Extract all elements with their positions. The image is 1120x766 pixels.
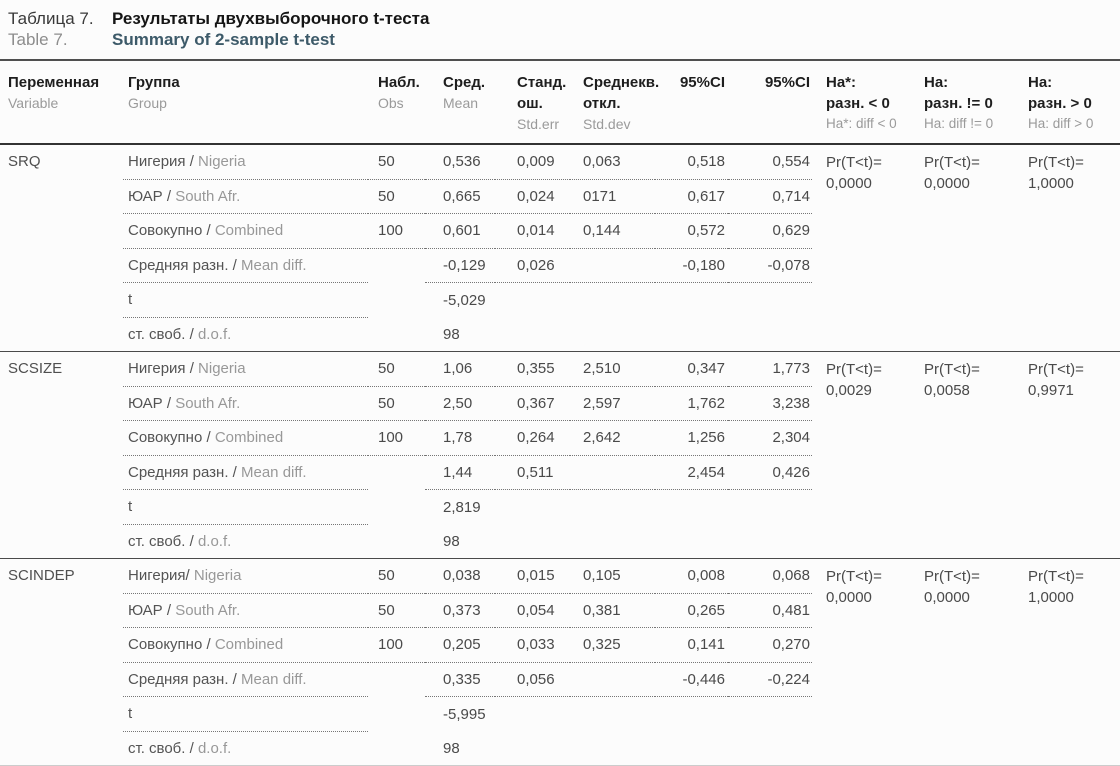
cell-stderr: 0,014 <box>495 214 570 249</box>
cell-ci-lower: 0,617 <box>655 179 728 214</box>
t-test-results-table <box>0 61 1120 766</box>
cell-stddev <box>570 283 655 318</box>
col-header-ci-upper: 95%CI <box>764 74 810 91</box>
cell-stderr: 0,026 <box>495 248 570 283</box>
cell-ci-upper <box>728 317 812 352</box>
table-title-en: Summary of 2-sample t-test <box>112 30 335 49</box>
cell-group: Совокупно / Combined <box>123 214 368 249</box>
cell-mean: -5,995 <box>443 705 486 723</box>
cell-stderr <box>495 697 570 732</box>
cell-ci-upper: 0,270 <box>728 628 812 663</box>
cell-stderr: 0,355 <box>495 352 570 387</box>
cell-ci-lower <box>655 317 728 352</box>
cell-ci-lower: 2,454 <box>655 455 728 490</box>
cell-ci-lower: 0,572 <box>655 214 728 249</box>
cell-stderr: 0,264 <box>495 421 570 456</box>
cell-group: ст. своб. / d.o.f. <box>128 739 232 757</box>
col-header-variable: Переменная Variable <box>8 74 100 111</box>
cell-stddev <box>570 317 655 352</box>
cell-obs: 50 <box>368 179 425 214</box>
cell-ci-upper <box>728 524 812 559</box>
cell-stddev <box>570 455 655 490</box>
cell-mean: 1,78 <box>425 421 495 456</box>
row-nigeria <box>0 559 1120 594</box>
cell-ci-upper: 0,554 <box>728 144 812 179</box>
cell-mean: -5,029 <box>443 291 486 309</box>
cell-stddev: 2,510 <box>570 352 655 387</box>
col-header-ha-diff-ne-0: На: разн. != 0 Ha: diff != 0 <box>924 74 994 131</box>
cell-mean: 0,038 <box>425 559 495 594</box>
cell-group: ст. своб. / d.o.f. <box>128 325 232 343</box>
cell-stderr: 0,511 <box>495 455 570 490</box>
cell-obs: 50 <box>368 144 425 179</box>
cell-group: ЮАР / South Afr. <box>123 593 368 628</box>
cell-stddev <box>570 662 655 697</box>
col-header-stddev: Среднекв. откл. Std.dev <box>583 74 660 132</box>
cell-obs <box>368 524 425 559</box>
cell-stddev: 0,144 <box>570 214 655 249</box>
caption-line-en <box>8 29 1112 50</box>
cell-stderr: 0,033 <box>495 628 570 663</box>
cell-ha-diff-ne-0: Pr(T<t)= 0,0000 <box>924 154 980 192</box>
cell-group: Нигерия / Nigeria <box>123 352 368 387</box>
cell-stderr <box>495 317 570 352</box>
cell-ci-upper: 0,629 <box>728 214 812 249</box>
cell-ci-upper: 3,238 <box>728 386 812 421</box>
cell-ci-lower <box>655 524 728 559</box>
caption-line-ru <box>8 8 1112 29</box>
cell-group: ст. своб. / d.o.f. <box>128 532 232 550</box>
cell-ci-lower: 0,518 <box>655 144 728 179</box>
cell-obs: 50 <box>368 386 425 421</box>
cell-stddev <box>570 697 655 732</box>
cell-mean: 1,06 <box>425 352 495 387</box>
cell-ci-lower <box>655 283 728 318</box>
row-nigeria <box>0 352 1120 387</box>
cell-ci-lower <box>655 697 728 732</box>
cell-obs <box>368 455 425 490</box>
cell-group: Совокупно / Combined <box>123 421 368 456</box>
cell-mean: 0,665 <box>425 179 495 214</box>
cell-variable: SRQ <box>8 153 41 170</box>
cell-ci-lower: 0,265 <box>655 593 728 628</box>
col-header-group: Группа Group <box>128 74 180 111</box>
cell-group: Совокупно / Combined <box>123 628 368 663</box>
cell-stddev <box>570 490 655 525</box>
col-header-ha-diff-gt-0: На: разн. > 0 Ha: diff > 0 <box>1028 74 1094 131</box>
cell-stderr: 0,015 <box>495 559 570 594</box>
table-caption <box>0 0 1120 61</box>
cell-obs: 100 <box>368 421 425 456</box>
cell-stderr <box>495 524 570 559</box>
cell-stderr: 0,024 <box>495 179 570 214</box>
cell-group: t <box>123 697 368 732</box>
cell-mean: 2,50 <box>425 386 495 421</box>
cell-group: Нигерия / Nigeria <box>123 144 368 179</box>
cell-ci-lower: -0,446 <box>655 662 728 697</box>
cell-variable: SCINDEP <box>8 567 75 584</box>
cell-mean: 0,536 <box>425 144 495 179</box>
cell-group: ЮАР / South Afr. <box>123 179 368 214</box>
cell-obs <box>368 662 425 697</box>
col-header-obs: Набл. Obs <box>378 74 420 111</box>
cell-mean: 0,373 <box>425 593 495 628</box>
cell-mean: 0,335 <box>425 662 495 697</box>
cell-obs: 100 <box>368 628 425 663</box>
cell-group: Средняя разн. / Mean diff. <box>123 455 368 490</box>
cell-obs <box>368 248 425 283</box>
block-scsize <box>0 352 1120 559</box>
cell-stddev: 0,381 <box>570 593 655 628</box>
cell-ha-diff-lt-0: Pr(T<t)= 0,0000 <box>826 568 882 606</box>
cell-ci-upper <box>728 283 812 318</box>
cell-ci-lower: 0,141 <box>655 628 728 663</box>
cell-ci-upper: 0,068 <box>728 559 812 594</box>
cell-group: Нигерия/ Nigeria <box>123 559 368 594</box>
cell-group: ЮАР / South Afr. <box>123 386 368 421</box>
cell-stddev: 0,105 <box>570 559 655 594</box>
cell-mean: -0,129 <box>425 248 495 283</box>
cell-obs: 100 <box>368 214 425 249</box>
cell-obs <box>368 731 425 766</box>
table-title-ru: Результаты двухвыборочного t-теста <box>112 9 430 28</box>
cell-stderr: 0,056 <box>495 662 570 697</box>
cell-ha-diff-gt-0: Pr(T<t)= 1,0000 <box>1028 154 1084 192</box>
cell-stderr <box>495 731 570 766</box>
cell-obs: 50 <box>368 559 425 594</box>
cell-group: Средняя разн. / Mean diff. <box>123 662 368 697</box>
cell-ha-diff-gt-0: Pr(T<t)= 0,9971 <box>1028 361 1084 399</box>
cell-stddev: 2,642 <box>570 421 655 456</box>
cell-obs: 50 <box>368 352 425 387</box>
col-header-mean: Сред. Mean <box>443 74 486 111</box>
cell-mean: 1,44 <box>425 455 495 490</box>
cell-stderr: 0,009 <box>495 144 570 179</box>
cell-group: t <box>123 283 368 318</box>
cell-stderr <box>495 283 570 318</box>
cell-ci-lower: -0,180 <box>655 248 728 283</box>
cell-mean: 2,819 <box>443 498 481 516</box>
row-nigeria <box>0 144 1120 179</box>
table-number-en: Table 7. <box>8 30 68 49</box>
cell-stddev <box>570 731 655 766</box>
cell-ci-upper: 0,714 <box>728 179 812 214</box>
cell-group: t <box>123 490 368 525</box>
cell-ha-diff-lt-0: Pr(T<t)= 0,0000 <box>826 154 882 192</box>
cell-stderr <box>495 490 570 525</box>
cell-stderr: 0,367 <box>495 386 570 421</box>
cell-ci-upper <box>728 490 812 525</box>
cell-ci-upper: 0,481 <box>728 593 812 628</box>
cell-ci-lower: 0,008 <box>655 559 728 594</box>
cell-ci-upper <box>728 731 812 766</box>
cell-stddev: 0,325 <box>570 628 655 663</box>
cell-group: Средняя разн. / Mean diff. <box>123 248 368 283</box>
block-scindep <box>0 559 1120 766</box>
cell-stddev <box>570 248 655 283</box>
cell-ci-upper: 1,773 <box>728 352 812 387</box>
cell-ci-upper: 2,304 <box>728 421 812 456</box>
cell-ci-upper: -0,078 <box>728 248 812 283</box>
cell-ci-upper: 0,426 <box>728 455 812 490</box>
cell-ci-upper <box>728 697 812 732</box>
cell-obs <box>368 490 425 525</box>
cell-obs <box>368 317 425 352</box>
cell-obs <box>368 697 425 732</box>
cell-ci-lower: 0,347 <box>655 352 728 387</box>
cell-stderr: 0,054 <box>495 593 570 628</box>
cell-mean: 98 <box>443 325 460 343</box>
col-header-ha-diff-lt-0: На*: разн. < 0 Ha*: diff < 0 <box>826 74 897 131</box>
cell-ha-diff-lt-0: Pr(T<t)= 0,0029 <box>826 361 882 399</box>
cell-stddev: 0171 <box>570 179 655 214</box>
cell-stddev: 0,063 <box>570 144 655 179</box>
cell-obs: 50 <box>368 593 425 628</box>
cell-ci-lower: 1,256 <box>655 421 728 456</box>
cell-variable: SCSIZE <box>8 360 63 377</box>
cell-mean: 0,205 <box>425 628 495 663</box>
table-header-row <box>0 61 1120 144</box>
cell-ci-lower <box>655 731 728 766</box>
cell-ha-diff-ne-0: Pr(T<t)= 0,0058 <box>924 361 980 399</box>
cell-mean: 98 <box>443 532 460 550</box>
cell-ci-lower <box>655 490 728 525</box>
cell-stddev <box>570 524 655 559</box>
table-number-ru: Таблица 7. <box>8 9 94 28</box>
cell-ha-diff-ne-0: Pr(T<t)= 0,0000 <box>924 568 980 606</box>
block-srq <box>0 144 1120 352</box>
cell-ci-upper: -0,224 <box>728 662 812 697</box>
cell-stddev: 2,597 <box>570 386 655 421</box>
cell-mean: 98 <box>443 739 460 757</box>
cell-mean: 0,601 <box>425 214 495 249</box>
col-header-stderr: Станд. ош. Std.err <box>517 74 567 132</box>
col-header-ci-lower: 95%CI <box>679 74 725 91</box>
cell-ci-lower: 1,762 <box>655 386 728 421</box>
cell-obs <box>368 283 425 318</box>
cell-ha-diff-gt-0: Pr(T<t)= 1,0000 <box>1028 568 1084 606</box>
